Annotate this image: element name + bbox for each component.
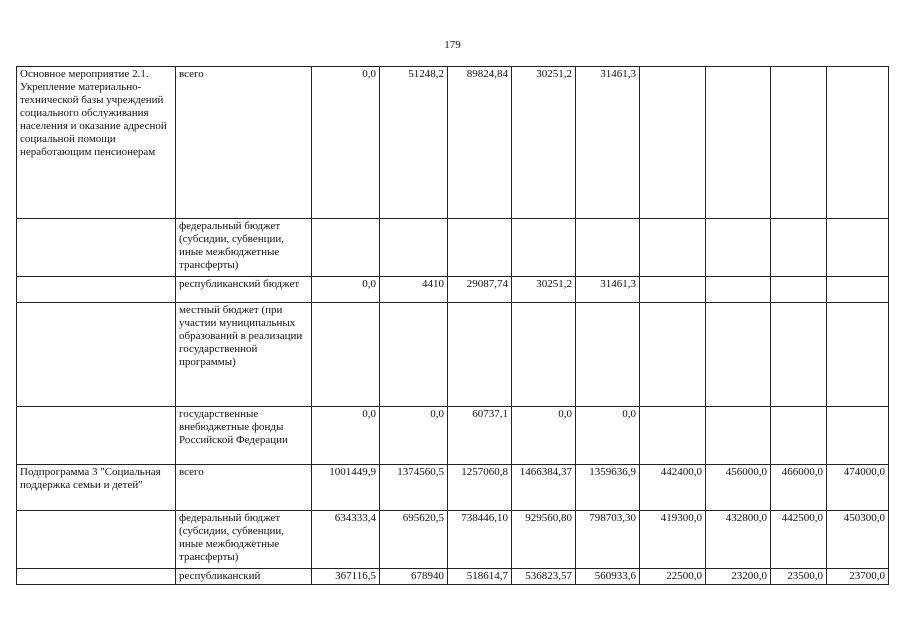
value-cell [827,67,889,219]
value-cell [771,407,827,465]
value-cell [576,219,640,277]
row-name-cell: Основное мероприятие 2.1. Укрепление материально-технической базы учреждений социального обслуживания населения и оказание адресной социальной помощи неработающим пенсионерам [17,67,176,219]
value-cell: 1466384,37 [512,465,576,511]
value-cell: 1001449,9 [312,465,380,511]
value-cell [771,67,827,219]
value-cell: 0,0 [312,67,380,219]
value-cell: 30251,2 [512,67,576,219]
funding-source-cell: федеральный бюджет (субсидии, субвенции, иные межбюджетные трансферты) [176,219,312,277]
value-cell [448,219,512,277]
value-cell: 0,0 [380,407,448,465]
table-row [17,511,889,569]
value-cell [706,219,771,277]
value-cell [827,277,889,303]
value-cell: 29087,74 [448,277,512,303]
value-cell [380,303,448,407]
value-cell: 22500,0 [640,569,706,585]
value-cell: 466000,0 [771,465,827,511]
value-cell: 23200,0 [706,569,771,585]
value-cell: 560933,6 [576,569,640,585]
value-cell [640,407,706,465]
table-row [17,219,889,277]
funding-source-cell: федеральный бюджет (субсидии, субвенции, иные межбюджетные трансферты) [176,511,312,569]
value-cell [771,303,827,407]
budget-table [16,66,889,585]
value-cell: 0,0 [512,407,576,465]
value-cell: 367116,5 [312,569,380,585]
value-cell [827,303,889,407]
table-row [17,465,889,511]
value-cell: 474000,0 [827,465,889,511]
value-cell [706,67,771,219]
row-name-cell [17,511,176,569]
row-name-cell [17,569,176,585]
value-cell [771,219,827,277]
row-name-cell [17,219,176,277]
value-cell: 23700,0 [827,569,889,585]
table-row [17,277,889,303]
funding-source-cell: всего [176,67,312,219]
value-cell [827,407,889,465]
value-cell [640,67,706,219]
value-cell: 31461,3 [576,277,640,303]
value-cell: 929560,80 [512,511,576,569]
value-cell: 738446,10 [448,511,512,569]
row-name-cell: Подпрограмма 3 "Социальная поддержка семьи и детей" [17,465,176,511]
value-cell: 0,0 [576,407,640,465]
value-cell: 4410 [380,277,448,303]
value-cell [640,219,706,277]
value-cell: 518614,7 [448,569,512,585]
value-cell [448,303,512,407]
value-cell: 51248,2 [380,67,448,219]
value-cell [312,303,380,407]
value-cell: 456000,0 [706,465,771,511]
value-cell [512,219,576,277]
funding-source-cell: государственные внебюджетные фонды Российской Федерации [176,407,312,465]
row-name-cell [17,277,176,303]
value-cell [706,303,771,407]
value-cell [312,219,380,277]
value-cell: 695620,5 [380,511,448,569]
value-cell: 60737,1 [448,407,512,465]
value-cell: 31461,3 [576,67,640,219]
value-cell: 30251,2 [512,277,576,303]
funding-source-cell: республиканский бюджет [176,277,312,303]
table-row [17,67,889,219]
table-row [17,407,889,465]
value-cell [640,277,706,303]
value-cell [706,277,771,303]
value-cell: 798703,30 [576,511,640,569]
value-cell: 442400,0 [640,465,706,511]
value-cell: 432800,0 [706,511,771,569]
value-cell: 678940 [380,569,448,585]
value-cell: 1257060,8 [448,465,512,511]
value-cell: 419300,0 [640,511,706,569]
value-cell: 23500,0 [771,569,827,585]
value-cell [640,303,706,407]
value-cell: 536823,57 [512,569,576,585]
value-cell: 634333,4 [312,511,380,569]
value-cell: 89824,84 [448,67,512,219]
page-number: 179 [444,39,461,51]
value-cell [512,303,576,407]
value-cell [380,219,448,277]
table-row [17,303,889,407]
value-cell [706,407,771,465]
value-cell [771,277,827,303]
row-name-cell [17,303,176,407]
value-cell: 450300,0 [827,511,889,569]
value-cell [576,303,640,407]
value-cell [827,219,889,277]
value-cell: 1359636,9 [576,465,640,511]
value-cell: 0,0 [312,407,380,465]
funding-source-cell: республиканский [176,569,312,585]
row-name-cell [17,407,176,465]
value-cell: 0,0 [312,277,380,303]
value-cell: 1374560,5 [380,465,448,511]
funding-source-cell: местный бюджет (при участии муниципальных образований в реализации государственной программы) [176,303,312,407]
value-cell: 442500,0 [771,511,827,569]
table-row [17,569,889,585]
funding-source-cell: всего [176,465,312,511]
